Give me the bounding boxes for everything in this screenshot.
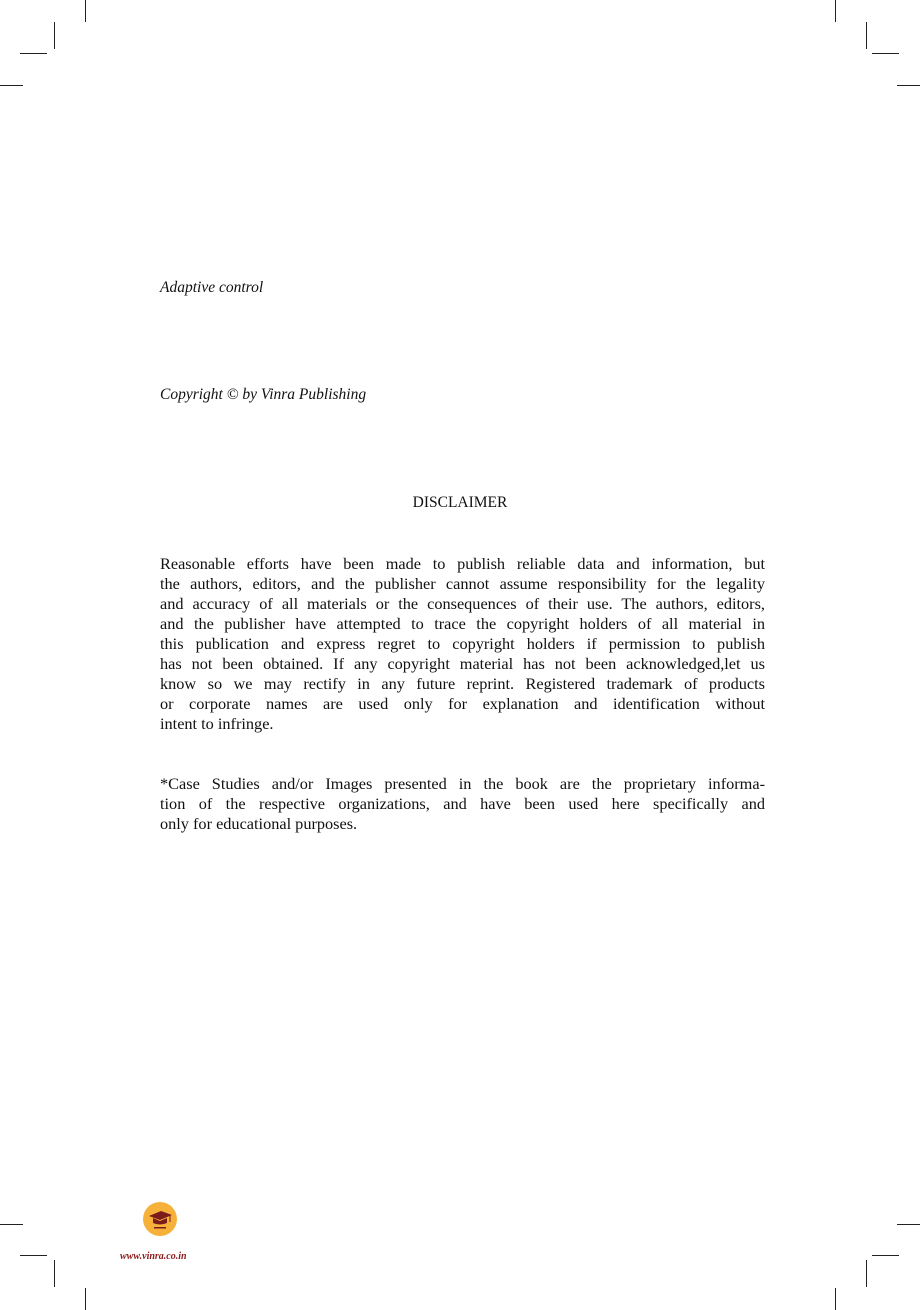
text-line: intent to infringe.: [160, 714, 274, 733]
text-line: *Case Studies and/or Images presented in the book are the proprietary informa-: [160, 774, 765, 793]
text-line: this publication and express regret to copyright holders if permission to publish: [160, 634, 765, 653]
crop-mark: [20, 53, 47, 54]
publisher-logo: [143, 1202, 177, 1236]
crop-mark: [54, 22, 55, 49]
disclaimer-heading: DISCLAIMER: [412, 494, 508, 511]
crop-mark: [866, 22, 867, 49]
crop-mark: [835, 1288, 836, 1310]
text-line: Reasonable efforts have been made to publish reliable data and information, but: [160, 554, 765, 573]
crop-mark: [85, 1288, 86, 1310]
copyright-notice: Copyright © by Vinra Publishing: [160, 386, 367, 403]
crop-mark: [835, 0, 836, 22]
crop-mark: [54, 1260, 55, 1287]
crop-mark: [20, 1255, 47, 1256]
text-line: has not been obtained. If any copyright material has not been acknowledged,let us: [160, 654, 765, 673]
text-line: know so we may rectify in any future reprint. Registered trademark of products: [160, 674, 765, 693]
book-title: Adaptive control: [160, 279, 264, 296]
publisher-url[interactable]: www.vinra.co.in: [120, 1251, 187, 1262]
text-line: and the publisher have attempted to trace the copyright holders of all material in: [160, 614, 765, 633]
text-line: only for educational purposes.: [160, 814, 358, 833]
crop-mark: [866, 1260, 867, 1287]
graduation-cap-icon: [143, 1202, 177, 1236]
crop-mark: [85, 0, 86, 22]
crop-mark: [0, 1224, 23, 1225]
text-line: or corporate names are used only for explanation and identification without: [160, 694, 765, 713]
crop-mark: [872, 53, 899, 54]
crop-mark: [897, 85, 920, 86]
crop-mark: [0, 85, 23, 86]
text-line: the authors, editors, and the publisher cannot assume responsibility for the legality: [160, 574, 765, 593]
text-line: tion of the respective organizations, and have been used here specifically and: [160, 794, 765, 813]
case-studies-paragraph: [160, 774, 765, 834]
disclaimer-paragraph: [160, 554, 765, 734]
crop-mark: [897, 1224, 920, 1225]
text-line: and accuracy of all materials or the consequences of their use. The authors, editors,: [160, 594, 765, 613]
crop-mark: [872, 1255, 899, 1256]
